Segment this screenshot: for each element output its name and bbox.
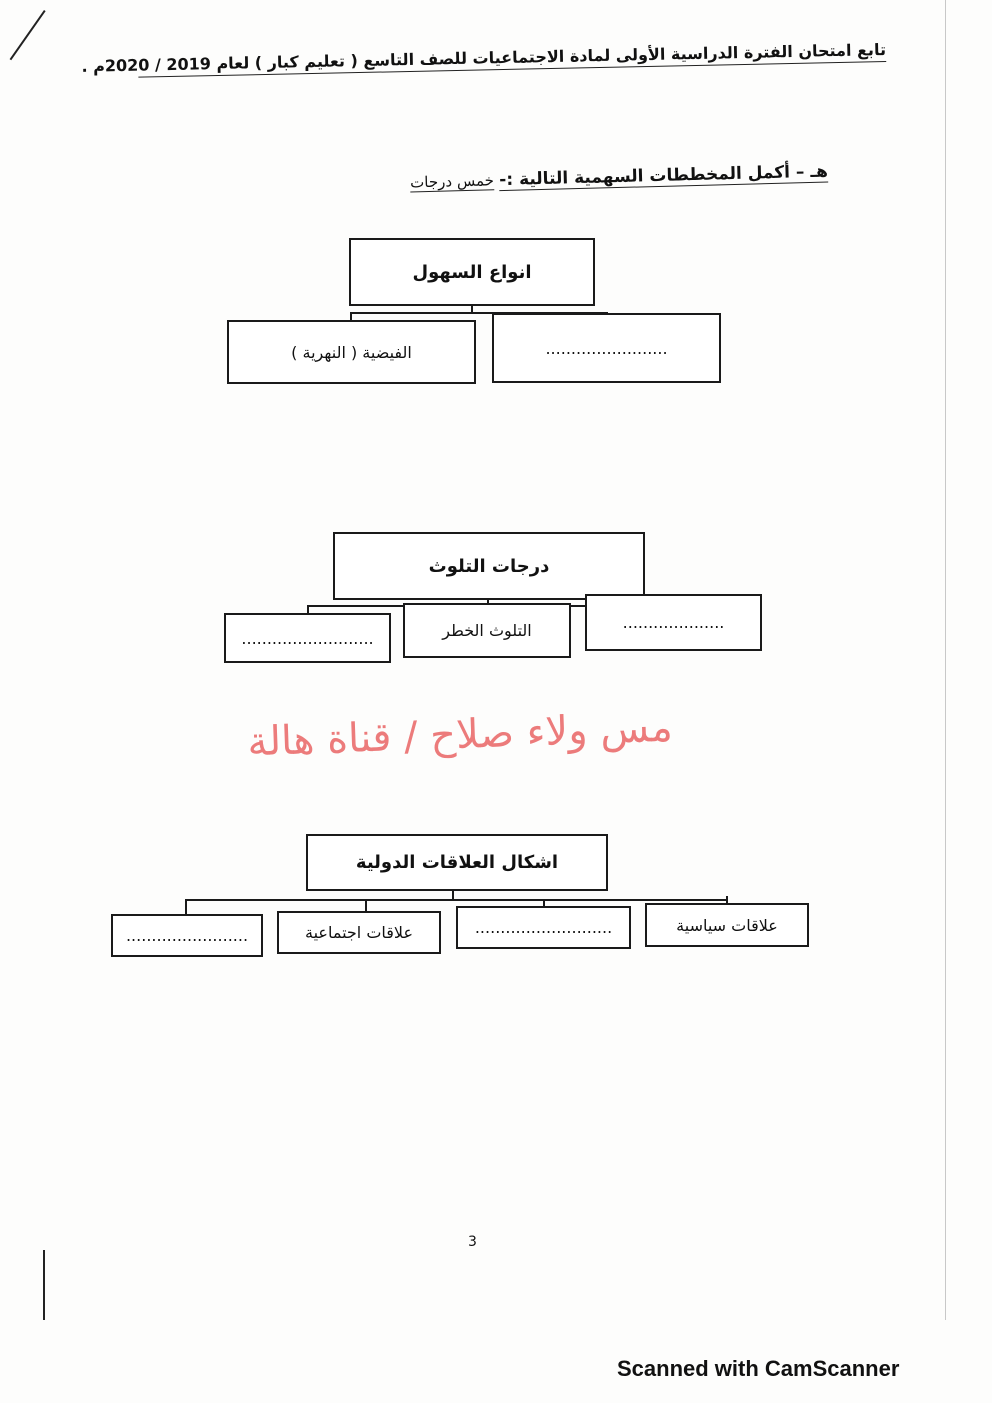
relations-connector-bar — [185, 899, 727, 901]
question-marks: خمس درجات — [409, 171, 495, 192]
question-heading — [410, 162, 828, 193]
relations-connector-1 — [185, 899, 187, 915]
relations-box-4: علاقات سياسية — [645, 903, 809, 947]
page-number: 3 — [468, 1234, 477, 1250]
camscanner-footer: Scanned with CamScanner — [617, 1356, 900, 1381]
relations-box-3: ........................... — [456, 906, 631, 949]
channel-watermark: مس ولاء صلاح / قناة هالة — [246, 704, 674, 766]
pollution-box-middle: التلوث الخطر — [403, 603, 571, 658]
exam-header: تابع امتحان الفترة الدراسية الأولى لمادة الاجتماعيات للصف التاسع ( تعليم كبار ) لعام 2019 / 2020م . — [81, 40, 887, 76]
relations-connector-2 — [365, 899, 367, 911]
plains-box-right: ........................ — [492, 313, 721, 383]
scan-edge-right — [945, 0, 946, 1320]
plains-connector-left — [350, 312, 352, 320]
scan-edge-left — [43, 1250, 45, 1320]
plains-title-box: انواع السهول — [349, 238, 595, 306]
relations-title-box: اشكال العلاقات الدولية — [306, 834, 608, 891]
relations-connector-stem — [452, 891, 454, 899]
pollution-connector-left — [307, 605, 309, 613]
pollution-box-right: .................... — [585, 594, 762, 651]
pollution-title-box: درجات التلوث — [333, 532, 645, 600]
scan-edge-top-left — [10, 10, 46, 60]
plains-box-left: الفيضية ( النهرية ) — [227, 320, 476, 384]
relations-box-2: علاقات اجتماعية — [277, 911, 441, 954]
question-label: هـ – أكمل المخططات السهمية التالية :- — [499, 161, 829, 191]
relations-box-1: ........................ — [111, 914, 263, 957]
pollution-box-left: .......................... — [224, 613, 391, 663]
